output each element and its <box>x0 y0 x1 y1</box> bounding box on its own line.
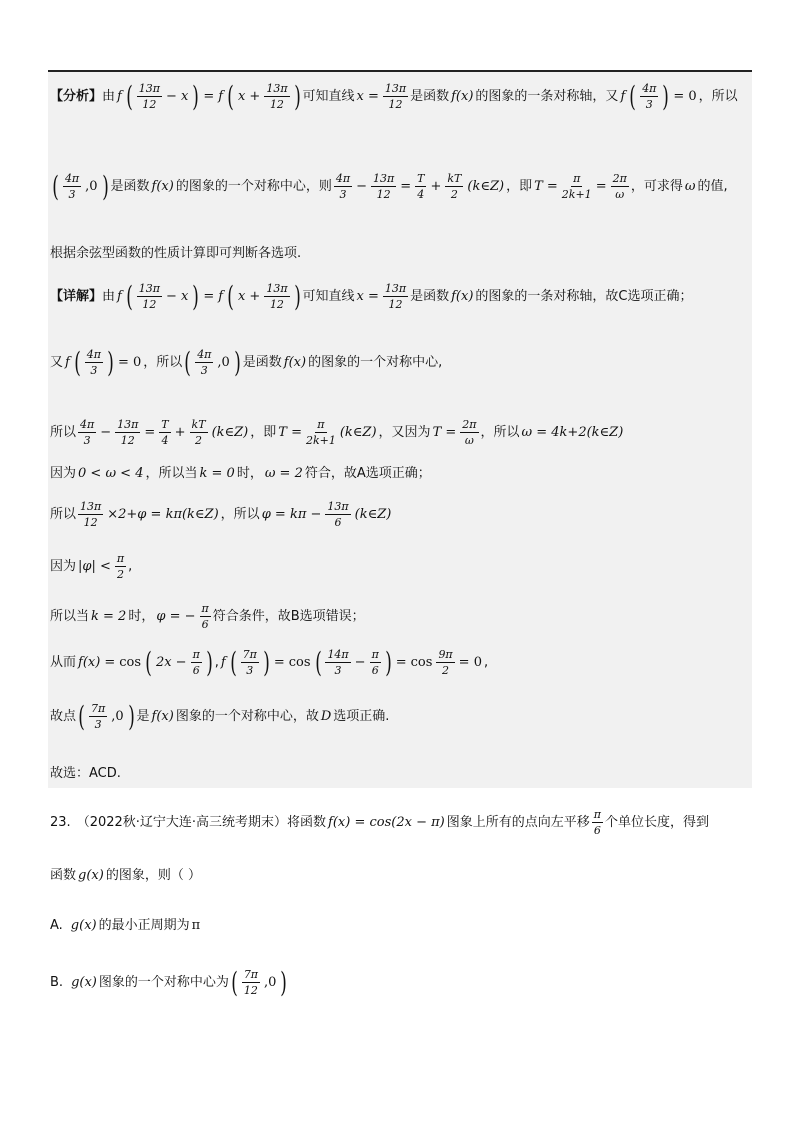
detail-line-3: 所以 $\frac{4\pi}{3}$ − $\frac{13\pi}{12}$ = $\frac{T}{4}$ + $\frac{kT}{2}$ (k∈Z) ，即 T = $\frac{\pi}{2k+1}$ (k∈Z) ，又因为 T = $\frac{2\pi}{\omega}$ ，所以 ω = 4k+2(k∈Z) <box>50 418 624 448</box>
analysis-line-1: 【分析】 由 f ( $\frac{13\pi}{12}$ − x ) = f ( x + $\frac{13\pi}{12}$ ) 可知直线 x = $\frac{13\pi}{12}$ 是函数 f(x) 的图象的一条对称轴，又 f ( $\frac{4\pi}{3}$ ) = 0 ，所以 <box>50 79 738 113</box>
analysis-line-2: ( $\frac{4\pi}{3}$ ,0 ) 是函数 f(x) 的图象的一个对称中心，则 $\frac{4\pi}{3}$ − $\frac{13\pi}{12}$ = $\frac{T}{4}$ + $\frac{kT}{2}$ (k∈Z) ，即 T = $\frac{\pi}{2k+1}$ = $\frac{2\pi}{\omega}$ ，可求得 ω 的值, <box>52 169 728 203</box>
option-a[interactable]: A. g(x) 的最小正周期为 π <box>50 918 201 933</box>
detail-answer: 故选：ACD. <box>50 766 121 781</box>
detail-line-8: 从而 f(x) = cos ( 2x − $\frac{\pi}{6}$ ) , f ( $\frac{7\pi}{3}$ ) = cos ( $\frac{14\pi}{3}$ − $\frac{\pi}{6}$ ) = cos $\frac{9\pi}{2}$ = 0 , <box>50 645 489 679</box>
detail-line-1: 【详解】 由 f ( $\frac{13\pi}{12}$ − x ) = f ( x + $\frac{13\pi}{12}$ ) 可知直线 x = $\frac{13\pi}{12}$ 是函数 f(x) 的图象的一条对称轴，故C选项正确； <box>50 279 693 313</box>
detail-line-5: 所以 $\frac{13\pi}{12}$ ×2+φ = kπ(k∈Z) ，所以 φ = kπ − $\frac{13\pi}{6}$ (k∈Z) <box>50 500 392 530</box>
question-source: （2022秋·辽宁大连·高三统考期末）将函数 <box>76 814 327 830</box>
analysis-label: 【分析】 <box>50 88 103 104</box>
detail-line-7: 所以当 k = 2 时， φ = − $\frac{\pi}{6}$ 符合条件，故B选项错误； <box>50 602 365 632</box>
detail-line-6: 因为 |φ| < $\frac{\pi}{2}$ , <box>50 552 133 582</box>
option-b-label: B. <box>50 974 64 990</box>
question-23-line-2: 函数 g(x) 的图象，则（ ） <box>50 868 201 883</box>
question-number: 23. <box>50 814 71 830</box>
analysis-line-3: 根据余弦型函数的性质计算即可判断各选项. <box>50 246 302 261</box>
detail-label: 【详解】 <box>50 288 103 304</box>
detail-line-9: 故点 ( $\frac{7\pi}{3}$ ,0 ) 是 f(x) 图象的一个对称中心，故 D 选项正确. <box>50 699 390 733</box>
detail-line-4: 因为 0 < ω < 4 ，所以当 k = 0 时， ω = 2 符合，故A选项正确； <box>50 466 431 481</box>
option-b[interactable]: B. g(x) 图象的一个对称中心为 ( $\frac{7\pi}{12}$ ,0 ) <box>50 965 288 999</box>
option-a-label: A. <box>50 918 63 933</box>
question-23-line-1: 23. （2022秋·辽宁大连·高三统考期末）将函数 f(x) = cos(2x − π) 图象上所有的点向左平移 $\frac{\pi}{6}$ 个单位长度，得到 <box>50 808 709 838</box>
detail-line-2: 又 f ( $\frac{4\pi}{3}$ ) = 0 ，所以 ( $\frac{4\pi}{3}$ ,0 ) 是函数 f(x) 的图象的一个对称中心, <box>50 345 443 379</box>
